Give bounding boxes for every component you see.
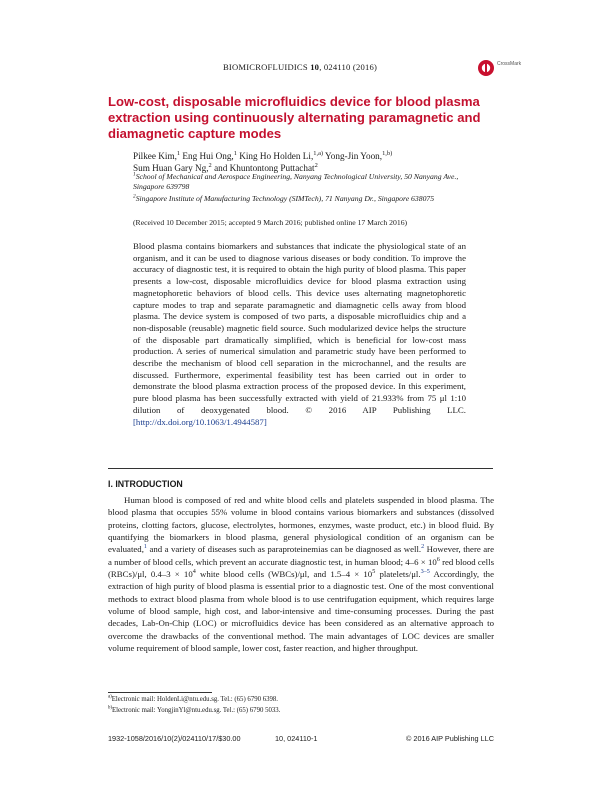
author: King Ho Holden Li, bbox=[236, 151, 314, 161]
paper-title: Low-cost, disposable microfluidics device for blood plasma extraction using continuously alternating paramagnetic and diamagnetic capture modes bbox=[108, 94, 481, 141]
author-affil: 1 bbox=[176, 149, 181, 157]
abstract bbox=[133, 241, 466, 428]
footnote-b bbox=[108, 707, 280, 714]
exponent: 4 bbox=[192, 569, 196, 576]
intro-text: platelets/μl. bbox=[375, 569, 421, 580]
author-affil: 1,a) bbox=[313, 149, 324, 157]
affiliation-text: Singapore Institute of Manufacturing Technology (SIMTech), 71 Nanyang Dr., Singapore 638075 bbox=[135, 194, 435, 203]
journal-pages: , 024110 (2016) bbox=[319, 62, 378, 72]
author-affil: 2 bbox=[314, 161, 318, 169]
footer-issn: 1932-1058/2016/10(2)/024110/17/$30.00 bbox=[108, 734, 241, 743]
intro-text: and a variety of diseases such as paraproteinemias can be diagnosed as well. bbox=[146, 544, 422, 555]
abstract-text: Blood plasma contains biomarkers and substances that indicate the physiological state of an organism, and it can be used to diagnose various diseases or body condition. To improve the accuracy of diagnostic test, it is required to obtain the high purity of blood plasma. This paper presents a low-cost, disposable microfluidics device for blood plasma extraction using magnetophoretic behaviors of blood cells. This device uses alternating magnetophoretic capture modes to trap and separate paramagnetic and diamagnetic cells away from blood plasma. The device system is composed of two parts, a disposable microfluidics chip and a non-disposable (reusable) magnetic field source. Such modularized device helps the structure of the disposable part dramatically simplified, which is beneficial for low-cost mass production. A series of numerical simulation and parametric study have been performed to describe the mechanism of blood cell separation in the microchannel, and the results are discussed. Furthermore, experimental feasibility test has been carried out in order to demonstrate the blood plasma extraction process of the proposed device. In this experiment, pure blood plasma has been successfully extracted with yield of 21.933% from 75 μl 1:10 dilution of deoxygenated blood. bbox=[133, 241, 466, 415]
doi-link[interactable]: [http://dx.doi.org/10.1063/1.4944587] bbox=[133, 416, 267, 427]
affiliation-text: School of Mechanical and Aerospace Engineering, Nanyang Technological University, 50 Nanyang Ave., Singapore 639798 bbox=[133, 172, 459, 191]
author-affil: 2 bbox=[208, 161, 212, 169]
abstract-copyright: © 2016 AIP Publishing LLC. bbox=[305, 404, 466, 415]
author: Pilkee Kim, bbox=[133, 151, 177, 161]
intro-text: red blood cells (RBCs)/μl, 0.4–3 × 10 bbox=[108, 556, 494, 580]
crossmark-label: CrossMark bbox=[497, 61, 522, 67]
footnote-divider bbox=[108, 692, 212, 693]
intro-text: Human blood is composed of red and white blood cells and platelets suspended in blood plasma. The blood plasma that occupies 55% volume in blood contains various biomarkers and substances (dissolved proteins, clotting factors, glucose, electrolytes, hormones, enzymes, waste product, etc.) in blood fluid. By quantifying the biomarkers in blood plasma, general physiological condition of an organism can be evaluated, bbox=[108, 495, 494, 555]
author-affil: 1,b) bbox=[382, 149, 393, 157]
intro-text: However, there are a number of blood cells, which prevent an accurate diagnostic test, in human blood; 4–6 × 10 bbox=[108, 544, 494, 567]
author-list bbox=[133, 150, 463, 174]
publication-dates: (Received 10 December 2015; accepted 9 March 2016; published online 17 March 2016) bbox=[133, 218, 408, 227]
section-heading: I. INTRODUCTION bbox=[108, 479, 183, 489]
author: Yong-Jin Yoon, bbox=[323, 151, 383, 161]
author: Eng Hui Ong, bbox=[180, 151, 234, 161]
footer-copyright: © 2016 AIP Publishing LLC bbox=[405, 734, 494, 743]
footnote-a bbox=[108, 696, 278, 703]
journal-volume: 10 bbox=[310, 62, 320, 72]
footnote-mark: a) bbox=[108, 694, 112, 700]
footer-page: 10, 024110-1 bbox=[275, 734, 318, 743]
affiliation-1 bbox=[133, 172, 463, 191]
footnote-mark: b) bbox=[108, 705, 112, 711]
exponent: 5 bbox=[372, 569, 376, 576]
footnote-text: Electronic mail: HoldenLi@ntu.edu.sg. Tel.: (65) 6790 6398. bbox=[111, 696, 279, 703]
citation-link[interactable]: 2 bbox=[421, 544, 425, 551]
affiliation-number: 1 bbox=[133, 171, 136, 178]
intro-text: white blood cells (WBCs)/μl, and 1.5–4 × 10 bbox=[195, 569, 373, 580]
affiliation-2 bbox=[133, 194, 463, 204]
citation-link[interactable]: 1 bbox=[143, 544, 147, 551]
author: Sum Huan Gary Ng, bbox=[133, 163, 209, 173]
section-divider bbox=[108, 468, 493, 469]
author-affil: 1 bbox=[233, 149, 237, 157]
intro-text: Accordingly, the extraction of high purity of blood plasma is essential prior to a diagnostic test. One of the most conventional methods to extract blood plasma from whole blood is to use centrifugation equipment, which requires large volume of blood sample, high cost, and labor-intensive and time-consuming processes. During the past decades, Lab-On-Chip (LOC) or microfluidics device has been considered as an alternative approach to overcome the drawbacks of the conventional method. The main advantages of LOC devices are smaller volume requirement of blood sample, lower cost, faster reaction, and higher throughput. bbox=[108, 569, 494, 654]
affiliation-number: 2 bbox=[133, 193, 136, 200]
exponent: 6 bbox=[436, 556, 440, 563]
journal-name: BIOMICROFLUIDICS bbox=[222, 62, 308, 72]
footnote-text: Electronic mail: YongjinYl@ntu.edu.sg. Tel.: (65) 6790 5033. bbox=[111, 707, 281, 714]
intro-paragraph bbox=[108, 494, 494, 654]
author: and Khuntontong Puttachat bbox=[211, 163, 315, 173]
citation-link[interactable]: 3–5 bbox=[420, 569, 430, 576]
